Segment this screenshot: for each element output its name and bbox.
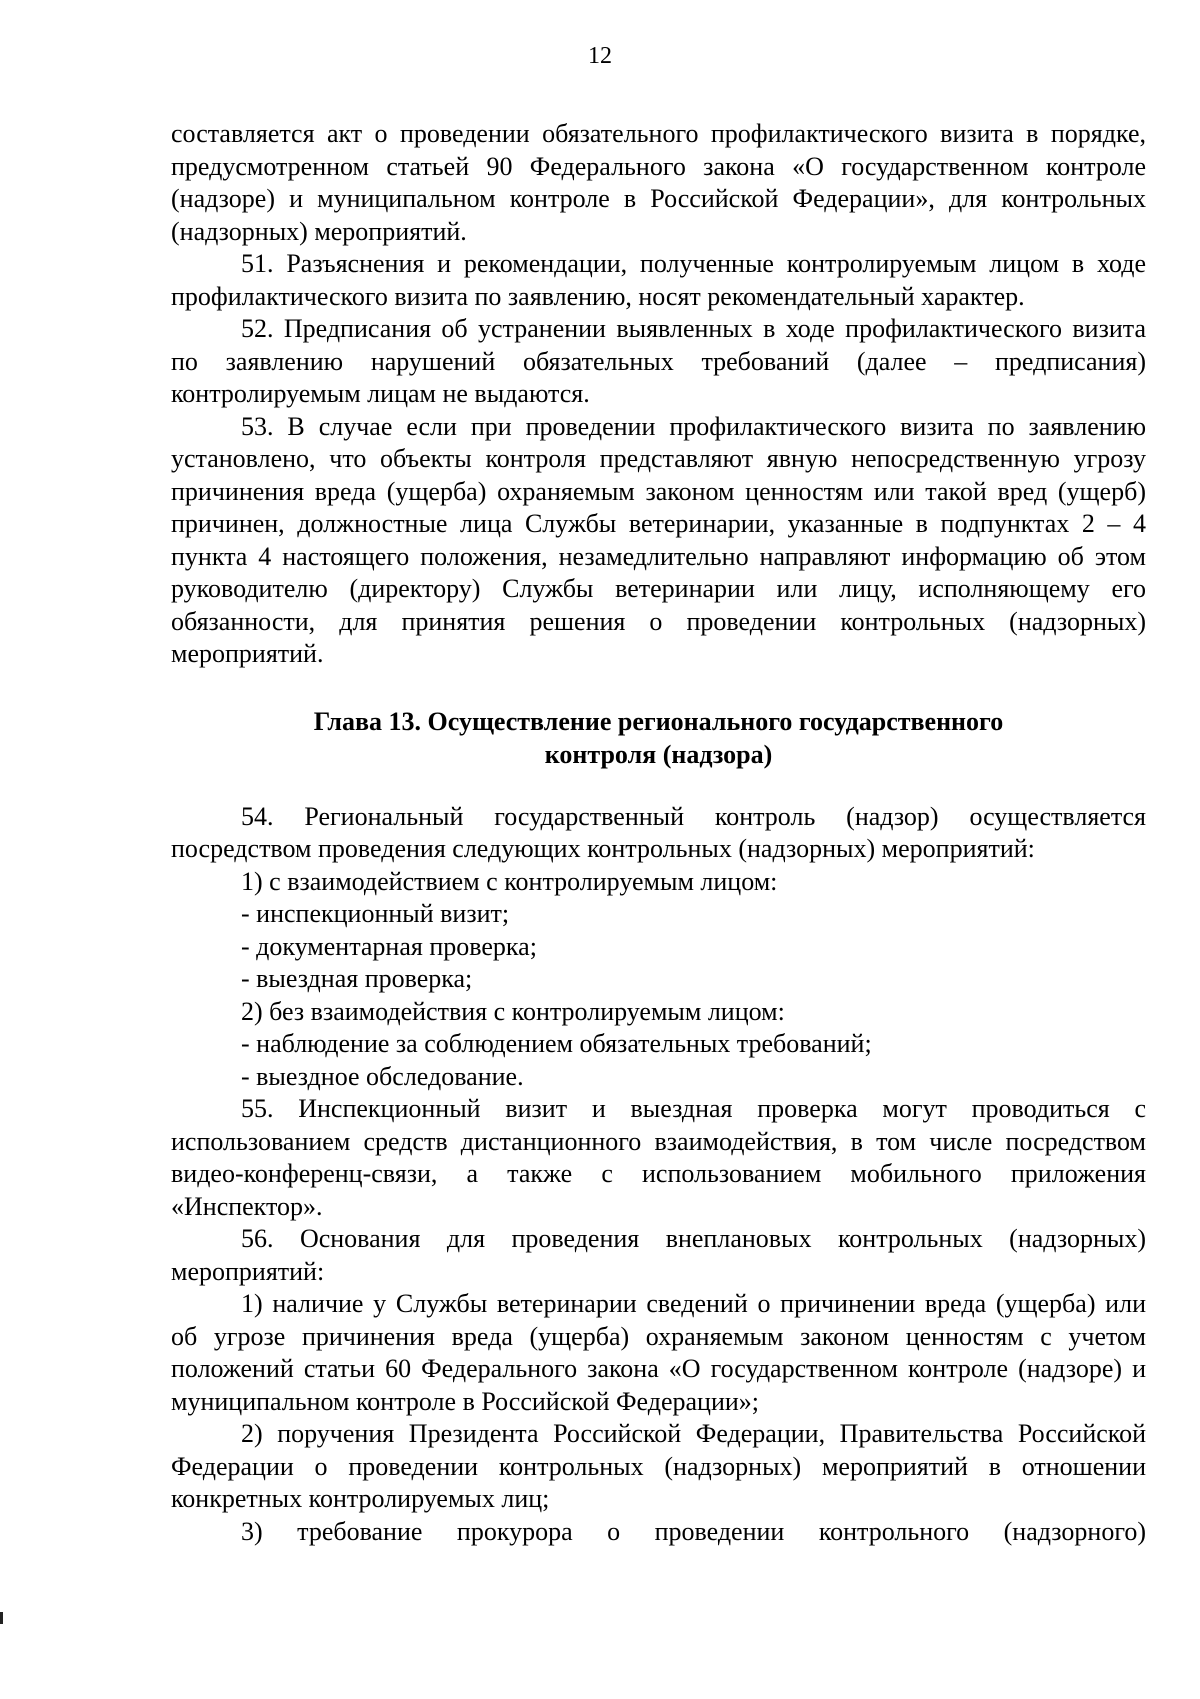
list-item: - наблюдение за соблюдением обязательных требований;: [241, 1029, 872, 1058]
paragraph-52: 52. Предписания об устранении выявленных в ходе профилактического визита по заявлению нарушений обязательных требований (далее – предписания) контролируемым лицам не выдаются.: [171, 314, 1146, 408]
list-54: [171, 866, 1146, 1094]
paragraph-54: 54. Региональный государственный контроль (надзор) осуществляется посредством проведения следующих контрольных (надзорных) мероприятий:: [171, 801, 1146, 863]
chapter-heading: [171, 705, 1146, 771]
list-item: 1) с взаимодействием с контролируемым лицом:: [241, 866, 778, 896]
document-body: [171, 118, 1146, 1548]
page-number: 12: [588, 43, 612, 69]
paragraph-56-1: 1) наличие у Службы ветеринарии сведений о причинении вреда (ущерба) или об угрозе причинения вреда (ущерба) охраняемым законом ценностям с учетом положений статьи 60 Федерального закона «О государственном контроле (надзоре) и муниципальном контроле в Российской Федерации»;: [171, 1289, 1146, 1416]
list-item: - выездное обследование.: [241, 1061, 524, 1091]
list-item: 2) без взаимодействия с контролируемым лицом:: [241, 996, 785, 1026]
paragraph-53: 53. В случае если при проведении профилактического визита по заявлению установлено, что объекты контроля представляют явную непосредственную угрозу причинения вреда (ущерба) охраняемым законом ценностям или такой вред (ущерб) причинен, должностные лица Службы ветеринарии, указанные в подпунктах 2 – 4 пункта 4 настоящего положения, незамедлительно направляют информацию об этом руководителю (директору) Службы ветеринарии или лицу, исполняющему его обязанности, для принятия решения о проведении контрольных (надзорных) мероприятий.: [171, 411, 1146, 668]
paragraph-56-2: 2) поручения Президента Российской Федерации, Правительства Российской Федерации о проведении контрольных (надзорных) мероприятий в отношении конкретных контролируемых лиц;: [171, 1419, 1146, 1513]
paragraph-continuation: составляется акт о проведении обязательного профилактического визита в порядке, предусмотренном статьей 90 Федерального закона «О государственном контроле (надзоре) и муниципальном контроле в Российской Федерации», для контрольных (надзорных) мероприятий.: [171, 119, 1146, 246]
chapter-title-line-2: контроля (надзора): [544, 739, 773, 769]
scan-edge-mark: [0, 1612, 3, 1624]
list-item: - документарная проверка;: [241, 931, 537, 961]
paragraph-51: 51. Разъяснения и рекомендации, полученные контролируемым лицом в ходе профилактического визита по заявлению, носят рекомендательный характер.: [171, 249, 1146, 311]
chapter-title-line-1: Глава 13. Осуществление регионального государственного: [313, 706, 1004, 736]
list-item: - выездная проверка;: [241, 964, 473, 993]
paragraph-56-3: 3) требование прокурора о проведении контрольного (надзорного): [241, 1516, 1146, 1546]
paragraph-56: 56. Основания для проведения внеплановых контрольных (надзорных) мероприятий:: [171, 1224, 1146, 1286]
paragraph-55: 55. Инспекционный визит и выездная проверка могут проводиться с использованием средств дистанционного взаимодействия, в том числе посредством видео-конференц-связи, а также с использованием мобильного приложения «Инспектор».: [171, 1094, 1146, 1221]
list-item: - инспекционный визит;: [241, 899, 510, 928]
